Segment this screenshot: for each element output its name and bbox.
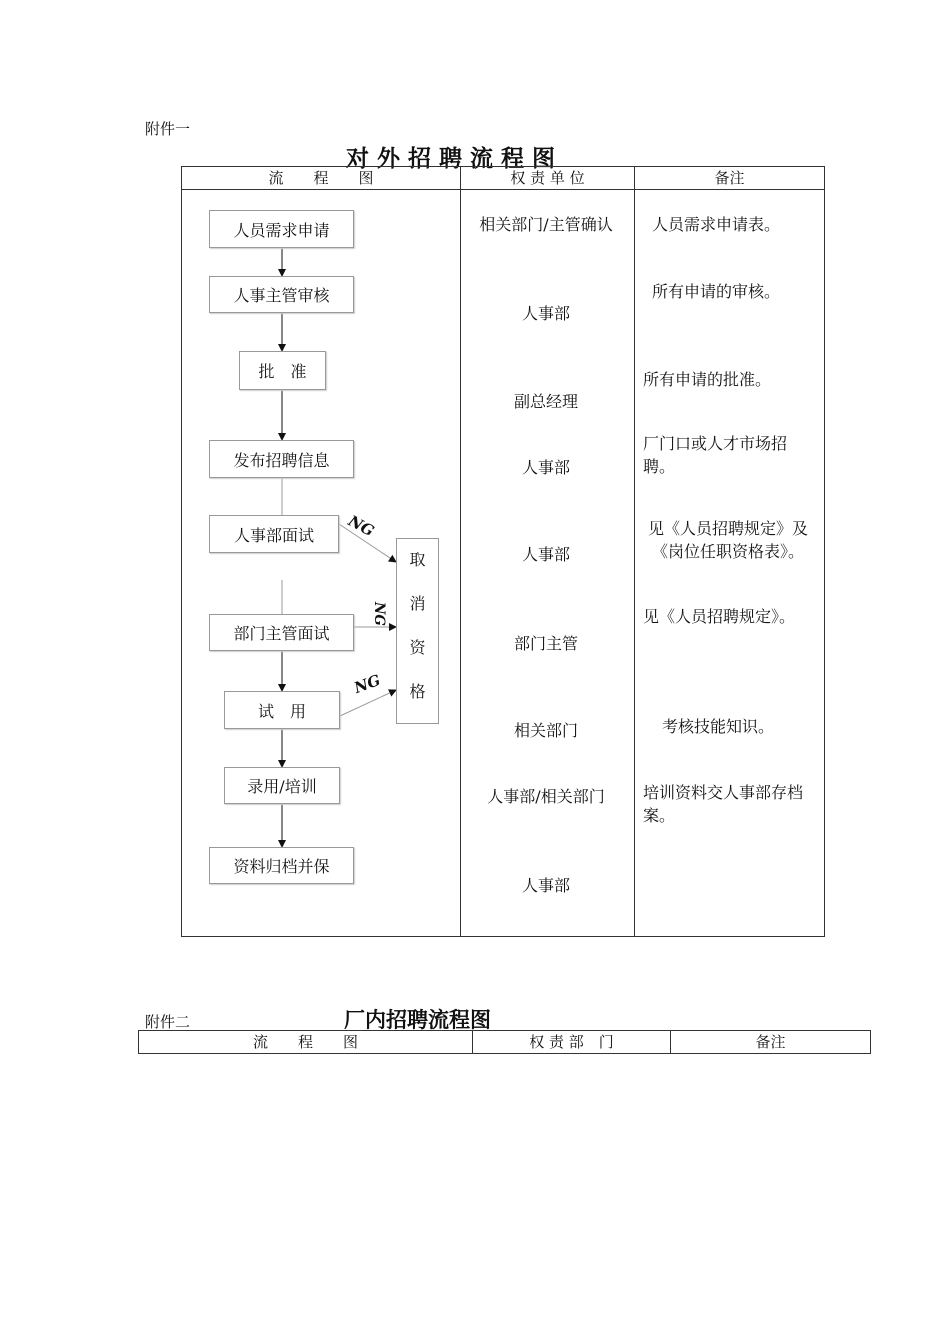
note-4: 厂门口或人才市场招聘。	[643, 434, 788, 476]
ng-label-3: NG	[351, 671, 383, 697]
page-title-internal: 厂内招聘流程图	[344, 1007, 491, 1032]
step-staff-request: 人员需求申请	[209, 210, 354, 248]
header-responsibility-2: 权 责 部 门	[473, 1031, 671, 1054]
note-6: 见《人员招聘规定》。	[643, 607, 796, 626]
responsibility-6: 部门主管	[513, 634, 578, 653]
cancel-char: 消	[409, 594, 426, 613]
page-title-external: 对 外 招 聘 流 程 图	[346, 145, 556, 172]
step-hr-review: 人事主管审核	[209, 276, 354, 313]
step-hire-training: 录用/培训	[224, 767, 340, 804]
note-1: 人员需求申请表。	[652, 215, 781, 234]
cancel-char: 资	[409, 638, 426, 657]
responsibility-2: 人事部	[521, 304, 570, 323]
cancel-char: 取	[409, 550, 426, 569]
step-publish-recruitment: 发布招聘信息	[209, 440, 354, 478]
responsibility-7: 相关部门	[513, 721, 578, 740]
step-approve: 批 准	[239, 351, 326, 390]
note-7: 考核技能知识。	[662, 717, 775, 736]
ng-label-1: NG	[345, 511, 378, 541]
responsibility-1: 相关部门/主管确认	[479, 215, 613, 234]
responsibility-9: 人事部	[521, 876, 570, 895]
attachment-label-1: 附件一	[145, 120, 191, 138]
step-manager-interview: 部门主管面试	[209, 614, 354, 651]
header-responsibility: 权 责 单 位	[461, 167, 635, 190]
responsibility-5: 人事部	[521, 545, 570, 564]
header-flow-2: 流 程 图	[139, 1031, 473, 1054]
step-hr-interview: 人事部面试	[209, 515, 339, 553]
step-trial: 试 用	[224, 691, 340, 729]
header-notes-2: 备注	[671, 1031, 871, 1054]
note-8: 培训资料交人事部存档案。	[643, 783, 804, 825]
responsibility-4: 人事部	[521, 458, 570, 477]
header-flow: 流 程 图	[182, 167, 461, 190]
internal-recruit-table	[138, 1030, 871, 1054]
cancel-char: 格	[409, 682, 426, 701]
responsibility-3: 副总经理	[513, 392, 578, 411]
ng-label-2: NG	[371, 602, 388, 626]
attachment-label-2: 附件二	[145, 1013, 191, 1031]
cancel-qualification-box	[396, 538, 439, 724]
note-2: 所有申请的审核。	[652, 282, 781, 301]
note-5: 见《人员招聘规定》及《岗位任职资格表》。	[647, 519, 808, 561]
responsibility-8: 人事部/相关部门	[487, 787, 605, 806]
note-3: 所有申请的批准。	[643, 370, 772, 389]
step-archive: 资料归档并保	[209, 847, 354, 884]
header-notes: 备注	[635, 167, 825, 190]
